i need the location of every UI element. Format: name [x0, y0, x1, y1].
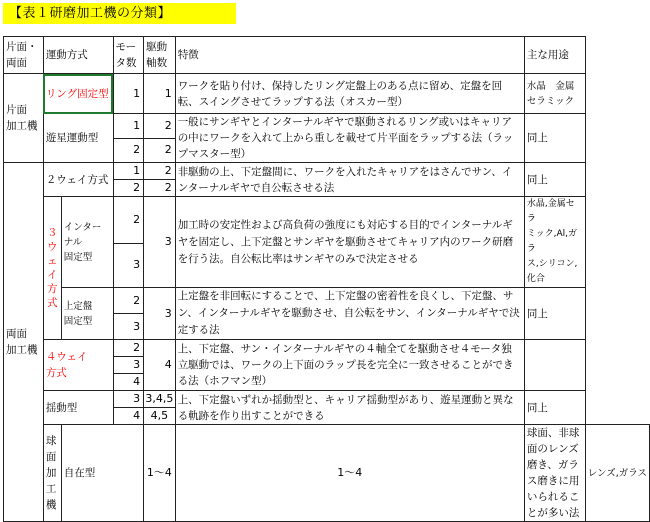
- cell-motors: 3: [113, 391, 144, 408]
- double-side-group: 両面 加工機: [4, 163, 44, 522]
- cell-axes: 1: [144, 74, 176, 114]
- cell-motors: 2: [113, 288, 144, 314]
- cell-motors: 2: [113, 180, 144, 197]
- cell-use: 同上: [524, 163, 585, 197]
- cell-motors: 3: [113, 314, 144, 340]
- method-two-way: ２ウェイ方式: [43, 163, 113, 197]
- table-row: [4, 391, 650, 408]
- cell-use: 同上: [524, 288, 585, 340]
- cell-axes: 4: [144, 340, 176, 391]
- cell-feature: 上定盤を非回転にすることで、上下定盤の密着性を良くし、下定盤、サン、インターナルギヤを駆動させ、自公転をサン、インターナルギヤで決定する法: [175, 288, 524, 340]
- header-method: 運動方式: [43, 37, 113, 74]
- cell-motors: 1: [113, 163, 144, 180]
- cell-feature: 一般にサンギヤとインターナルギヤで駆動されるリング或いはキャリアの中にワークを入れて上から重しを載せて片平面をラップする法（ラップマスター型）: [175, 114, 524, 163]
- cell-motors: 3: [113, 243, 144, 287]
- header-use: 主な用途: [524, 37, 585, 74]
- method-four-way: ４ウェイ 方式: [43, 340, 113, 391]
- cell-use: 同上: [524, 391, 585, 425]
- cell-feature: 加工時の安定性および高負荷の強度にも対応する目的でインターナルギヤを固定し、上下定盤とサンギヤを駆動させてキャリア内のワーク研磨を行う法。自公転比率はサンギヤのみで決定させる: [175, 197, 524, 288]
- cell-motors: 1: [113, 114, 144, 139]
- cell-motors: 1: [113, 74, 144, 114]
- classification-table: [3, 36, 650, 522]
- cell-feature: 球面、非球面のレンズ磨き、ガラス磨きに用いられることが多い法: [524, 425, 585, 522]
- cell-use: [524, 340, 585, 391]
- table-row: [4, 197, 650, 244]
- sphere-group: 球面 加工機: [43, 425, 61, 522]
- method-upper-fixed: 上定盤 固定型: [61, 288, 113, 340]
- single-side-group: 片面 加工機: [4, 74, 44, 163]
- cell-axes: 1〜4: [175, 425, 524, 522]
- table-row: [4, 425, 650, 522]
- method-free: 自在型: [61, 425, 143, 522]
- cell-axes: 2: [144, 180, 176, 197]
- cell-use: 同上: [524, 114, 585, 163]
- method-swing: 揺動型: [43, 391, 113, 425]
- cell-motors: 1〜4: [144, 425, 176, 522]
- cell-axes: 3,4,5: [144, 391, 176, 408]
- cell-axes: 2: [144, 114, 176, 139]
- method-internal-fixed: インターナル 固定型: [61, 197, 113, 288]
- header-motors: モー タ数: [113, 37, 144, 74]
- table-row: [4, 114, 650, 139]
- cell-axes: 3: [144, 197, 176, 288]
- method-ring-fixed[interactable]: リング固定型: [43, 74, 113, 114]
- header-feature: 特徴: [175, 37, 524, 74]
- cell-motors: 4: [113, 408, 144, 425]
- table-title: 【表１研磨加工機の分類】: [3, 3, 236, 24]
- method-planetary: 遊星運動型: [43, 114, 113, 163]
- cell-motors: 2: [113, 197, 144, 244]
- table-row: [4, 288, 650, 314]
- cell-motors: 3: [113, 357, 144, 374]
- table-row: [4, 74, 650, 114]
- cell-axes: 2: [144, 163, 176, 180]
- cell-motors: 2: [113, 138, 144, 163]
- header-category: 片面・ 両面: [4, 37, 44, 74]
- header-axes: 駆動 軸数: [144, 37, 176, 74]
- cell-motors: 2: [113, 340, 144, 357]
- three-way-label: ３ ウ ェ イ 方 式: [43, 197, 61, 340]
- table-row: [4, 163, 650, 180]
- cell-motors: 4: [113, 374, 144, 391]
- cell-use: 水晶,金属セラ ミック,Al,ガラ ス,シリコン,化合: [524, 197, 585, 288]
- cell-feature: 上、下定盤いずれか揺動型と、キャリア揺動型があり、遊星運動と異なる軌跡を作り出すことができる: [175, 391, 524, 425]
- cell-feature: 上、下定盤、サン・インターナルギヤの４軸全てを駆動させ４モータ独立駆動では、ワークの上下面のラップ長を完全に一致させることができる法（ホフマン型）: [175, 340, 524, 391]
- cell-feature: 非駆動の上、下定盤間に、ワークを入れたキャリアをはさんでサン、インターナルギヤで自公転させる法: [175, 163, 524, 197]
- cell-use: 水晶 金属 セラミック: [524, 74, 585, 114]
- header-row: [4, 37, 650, 74]
- cell-use: レンズ,ガラス: [585, 425, 649, 522]
- cell-axes: 3: [144, 288, 176, 340]
- cell-feature: ワークを貼り付け、保持したリング定盤上のある点に留め、定盤を回転、スイングさせてラップする法（オスカー型）: [175, 74, 524, 114]
- cell-axes: 4,5: [144, 408, 176, 425]
- table-row: [4, 340, 650, 357]
- cell-axes: 2: [144, 138, 176, 163]
